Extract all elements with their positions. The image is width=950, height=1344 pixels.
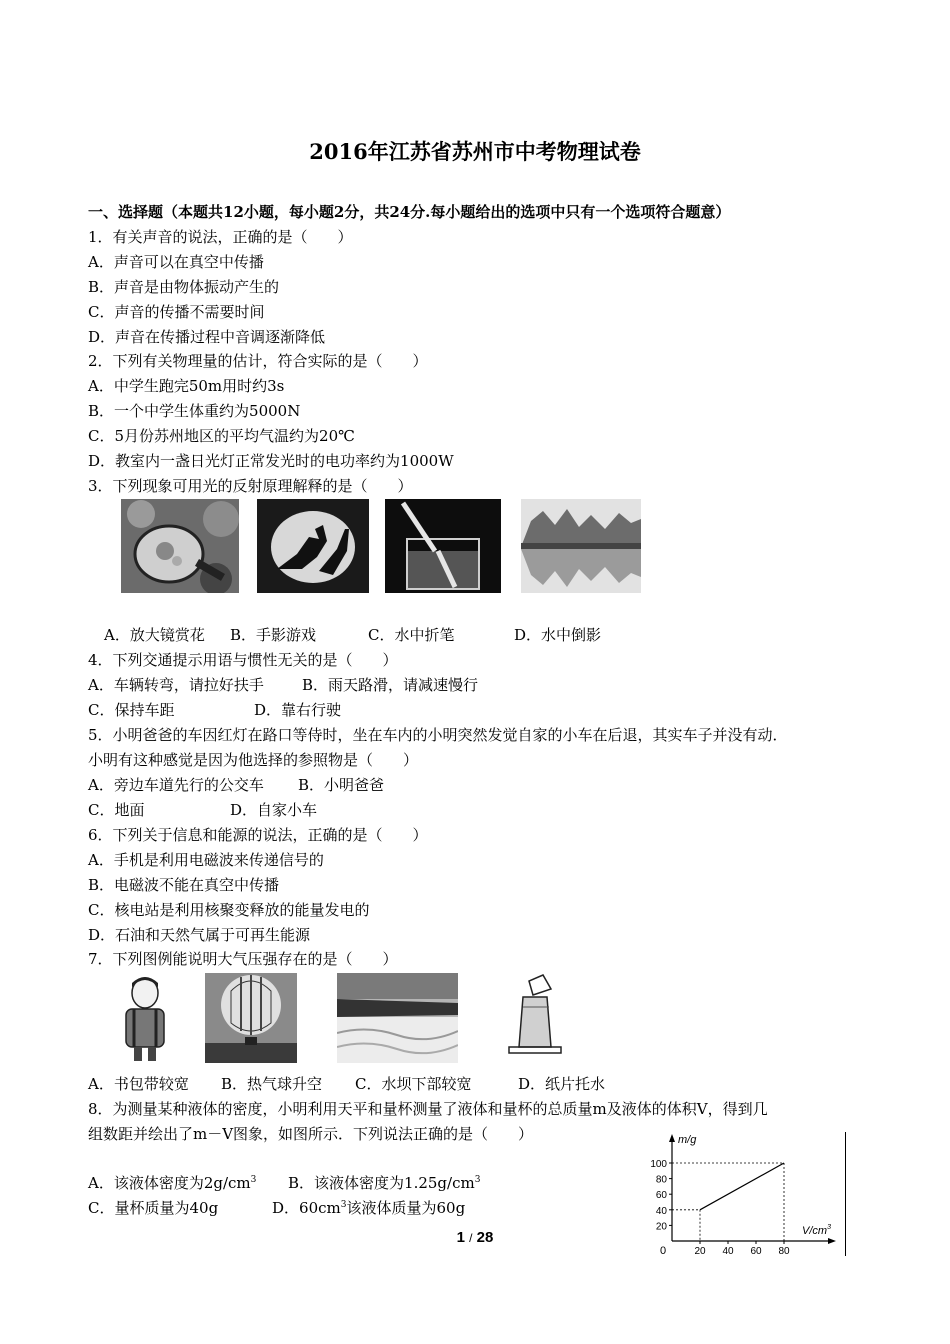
q5-stem-line1: 5．小明爸爸的车因红灯在路口等侍时，坐在车内的小明突然发觉自家的小车在后退，其实车子并没有动． — [88, 726, 788, 744]
q8-option-b: B．该液体密度为$1.25g/cm^3$ — [288, 1174, 481, 1192]
q1-option-d: D．声音在传播过程中音调逐渐降低 — [88, 328, 326, 346]
q7-option-b: B．热气球升空 — [221, 1075, 323, 1093]
q3-option-a: A．放大镜赏花 — [104, 626, 205, 644]
q7-option-a: A．书包带较宽 — [88, 1075, 189, 1093]
q8-stem-line1: 8．为测量某种液体的密度，小明利用天平和量杯测量了液体和量杯的总质量m及液体的体积V，得到几 — [88, 1100, 768, 1118]
q7-option-d: D．纸片托水 — [518, 1075, 606, 1093]
q5-option-c: C．地面 — [88, 801, 145, 819]
x-axis-label: $V/cm^3$ — [802, 1224, 831, 1237]
q2-option-a: A．中学生跑完50m用时约3s — [88, 377, 285, 395]
q1-option-b: B．声音是由物体振动产生的 — [88, 278, 280, 296]
q6-stem: 6．下列关于信息和能源的说法，正确的是（ ） — [88, 826, 428, 844]
q6-option-a: A．手机是利用电磁波来传递信号的 — [88, 851, 324, 869]
hot-air-balloon-image — [205, 973, 297, 1063]
q7-option-c: C．水坝下部较宽 — [355, 1075, 472, 1093]
backpack-boy-image — [116, 973, 174, 1063]
x-tick-label: 20 — [694, 1246, 706, 1256]
q1-option-a: A．声音可以在真空中传播 — [88, 253, 264, 271]
q1-stem: 1．有关声音的说法，正确的是（ ） — [88, 228, 353, 246]
q4-stem: 4．下列交通提示用语与惯性无关的是（ ） — [88, 651, 398, 669]
y-tick-label: 100 — [650, 1159, 667, 1170]
origin-label: 0 — [660, 1245, 667, 1256]
y-axis-arrow — [669, 1134, 675, 1142]
y-tick-label: 20 — [655, 1221, 667, 1233]
data-line — [700, 1163, 784, 1210]
q3-option-b: B．手影游戏 — [230, 626, 317, 644]
q4-option-b: B．雨天路滑，请减速慢行 — [302, 676, 479, 694]
q8-option-d: D．$60cm^3$该液体质量为60g — [272, 1199, 466, 1217]
pencil-in-water-image — [385, 499, 501, 593]
y-tick-label: 60 — [655, 1190, 667, 1202]
q3-option-d: D．水中倒影 — [514, 626, 602, 644]
q5-option-a: A．旁边车道先行的公交车 — [88, 776, 264, 794]
q6-option-d: D．石油和天然气属于可再生能源 — [88, 926, 311, 944]
water-reflection-image — [521, 499, 641, 593]
q4-option-a: A．车辆转弯，请拉好扶手 — [88, 676, 264, 694]
section-heading: 一、选择题（本题共12小题，每小题2分，共24分.每小题给出的选项中只有一个选项符合题意） — [88, 203, 731, 221]
q8-stem-line2: 组数距并绘出了m－V图象，如图所示．下列说法正确的是（ ） — [88, 1125, 534, 1143]
x-tick-label: 60 — [750, 1246, 762, 1256]
q5-option-d: D．自家小车 — [230, 801, 318, 819]
q3-stem: 3．下列现象可用光的反射原理解释的是（ ） — [88, 477, 413, 495]
y-axis-label: m/g — [678, 1134, 697, 1146]
y-tick-label: 40 — [655, 1205, 667, 1217]
x-tick-label: 80 — [778, 1246, 790, 1256]
q5-option-b: B．小明爸爸 — [298, 776, 385, 794]
y-tick-label: 80 — [655, 1174, 667, 1186]
q2-option-c: C．5月份苏州地区的平均气温约为20℃ — [88, 427, 355, 445]
q3-option-c: C．水中折笔 — [368, 626, 455, 644]
q4-option-c: C．保持车距 — [88, 701, 175, 719]
page-title: 2016年江苏省苏州市中考物理试卷 — [309, 139, 641, 164]
q2-option-b: B．一个中学生体重约为5000N — [88, 402, 301, 420]
q8-option-a: A．该液体密度为$2g/cm^3$ — [88, 1174, 257, 1192]
q5-stem-line2: 小明有这种感觉是因为他选择的参照物是（ ） — [88, 751, 419, 769]
dam-image — [337, 973, 458, 1063]
magnifier-flower-image — [121, 499, 239, 593]
q6-option-b: B．电磁波不能在真空中传播 — [88, 876, 280, 894]
paper-holds-water-image — [503, 973, 567, 1063]
q6-option-c: C．核电站是利用核聚变释放的能量发电的 — [88, 901, 370, 919]
q1-option-c: C．声音的传播不需要时间 — [88, 303, 265, 321]
q2-stem: 2．下列有关物理量的估计，符合实际的是（ ） — [88, 352, 428, 370]
q4-option-d: D．靠右行驶 — [254, 701, 342, 719]
x-tick-label: 40 — [722, 1246, 734, 1256]
q2-option-d: D．教室内一盏日光灯正常发光时的电功率约为1000W — [88, 452, 454, 470]
q7-stem: 7．下列图例能说明大气压强存在的是（ ） — [88, 950, 398, 968]
hand-shadow-image — [257, 499, 369, 593]
q8-option-c: C．量杯质量为40g — [88, 1199, 219, 1217]
page-number: 1 / 28 — [456, 1229, 494, 1246]
